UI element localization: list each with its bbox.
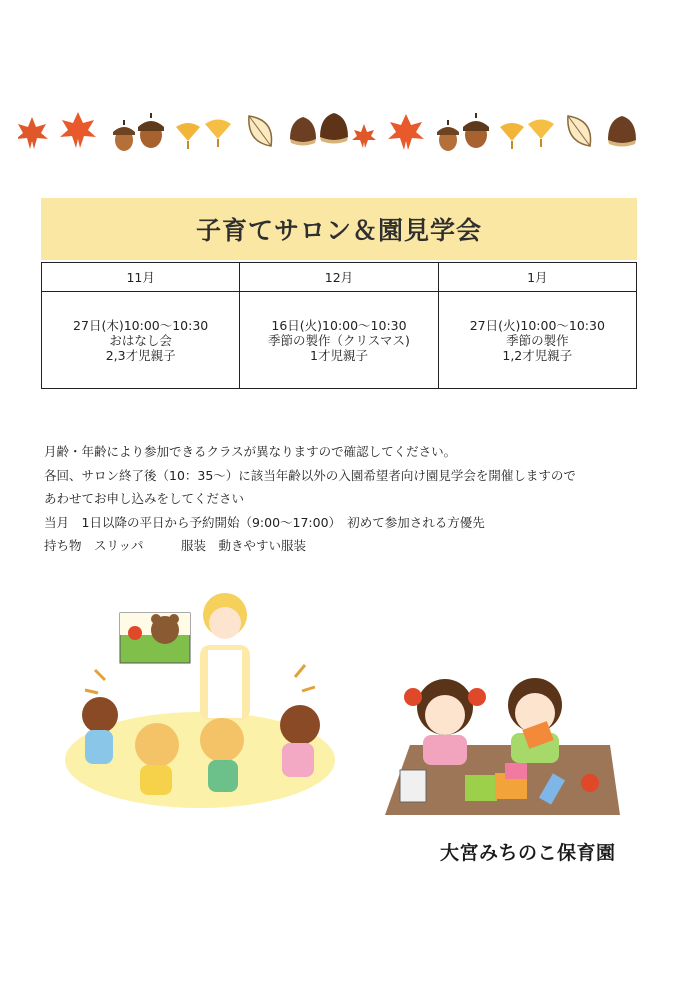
chestnut-icon	[608, 116, 636, 147]
maple-leaf-icon	[60, 112, 96, 148]
month-header: 12月	[240, 263, 438, 292]
ginkgo-leaf-icon	[205, 120, 231, 148]
event-target: 1才児親子	[310, 347, 368, 363]
school-name: 大宮みちのこ保育園	[440, 842, 616, 864]
event-title: 季節の製作（クリスマス)	[268, 332, 410, 348]
event-datetime: 27日(木)10:00～10:30	[73, 317, 209, 333]
event-target: 1,2才児親子	[502, 347, 573, 363]
month-header: 1月	[438, 263, 636, 292]
schedule-header-row	[42, 263, 637, 292]
title-band	[41, 198, 637, 260]
acorn-icon	[138, 113, 164, 148]
chestnut-icon	[290, 117, 316, 146]
notes	[44, 440, 576, 558]
ginkgo-leaf-icon	[500, 123, 524, 149]
note-line: 当月 1日以降の平日から予約開始（9:00～17:00） 初めて参加される方優先	[44, 514, 485, 530]
maple-leaf-icon	[352, 124, 376, 148]
note-line: あわせてお申し込みをしてください	[44, 491, 245, 506]
month-header: 11月	[42, 263, 240, 292]
leaf-icon	[249, 116, 272, 146]
schedule-cell	[42, 292, 240, 389]
note-line: 月齢・年齢により参加できるクラスが異なりますので確認してください。	[44, 444, 457, 459]
leaf-icon	[568, 116, 591, 146]
event-target: 2,3才児親子	[105, 347, 176, 363]
page-title: 子育てサロン＆園見学会	[195, 216, 482, 245]
children-crafting-illustration	[385, 665, 620, 820]
ginkgo-leaf-icon	[176, 123, 200, 149]
autumn-border	[18, 108, 678, 168]
teacher-storytelling-illustration	[60, 575, 340, 815]
acorn-icon	[437, 120, 459, 151]
event-title: おはなし会	[109, 332, 172, 348]
note-line: 持ち物 スリッパ 服装 動きやすい服装	[44, 538, 307, 553]
event-datetime: 27日(火)10:00～10:30	[469, 317, 605, 333]
schedule-table	[41, 262, 637, 389]
note-line: 各回、サロン終了後（10：35～）に該当年齢以外の入園希望者向け園見学会を開催しますので	[44, 467, 576, 483]
maple-leaf-icon	[18, 117, 48, 149]
acorn-icon	[113, 120, 135, 151]
event-datetime: 16日(火)10:00～10:30	[271, 317, 407, 333]
event-title: 季節の製作	[506, 332, 569, 348]
acorn-icon	[463, 113, 489, 148]
schedule-row	[42, 292, 637, 389]
ginkgo-leaf-icon	[528, 120, 554, 148]
schedule-cell	[438, 292, 636, 389]
maple-leaf-icon	[388, 114, 424, 150]
schedule-cell	[240, 292, 438, 389]
chestnut-icon	[320, 113, 348, 144]
